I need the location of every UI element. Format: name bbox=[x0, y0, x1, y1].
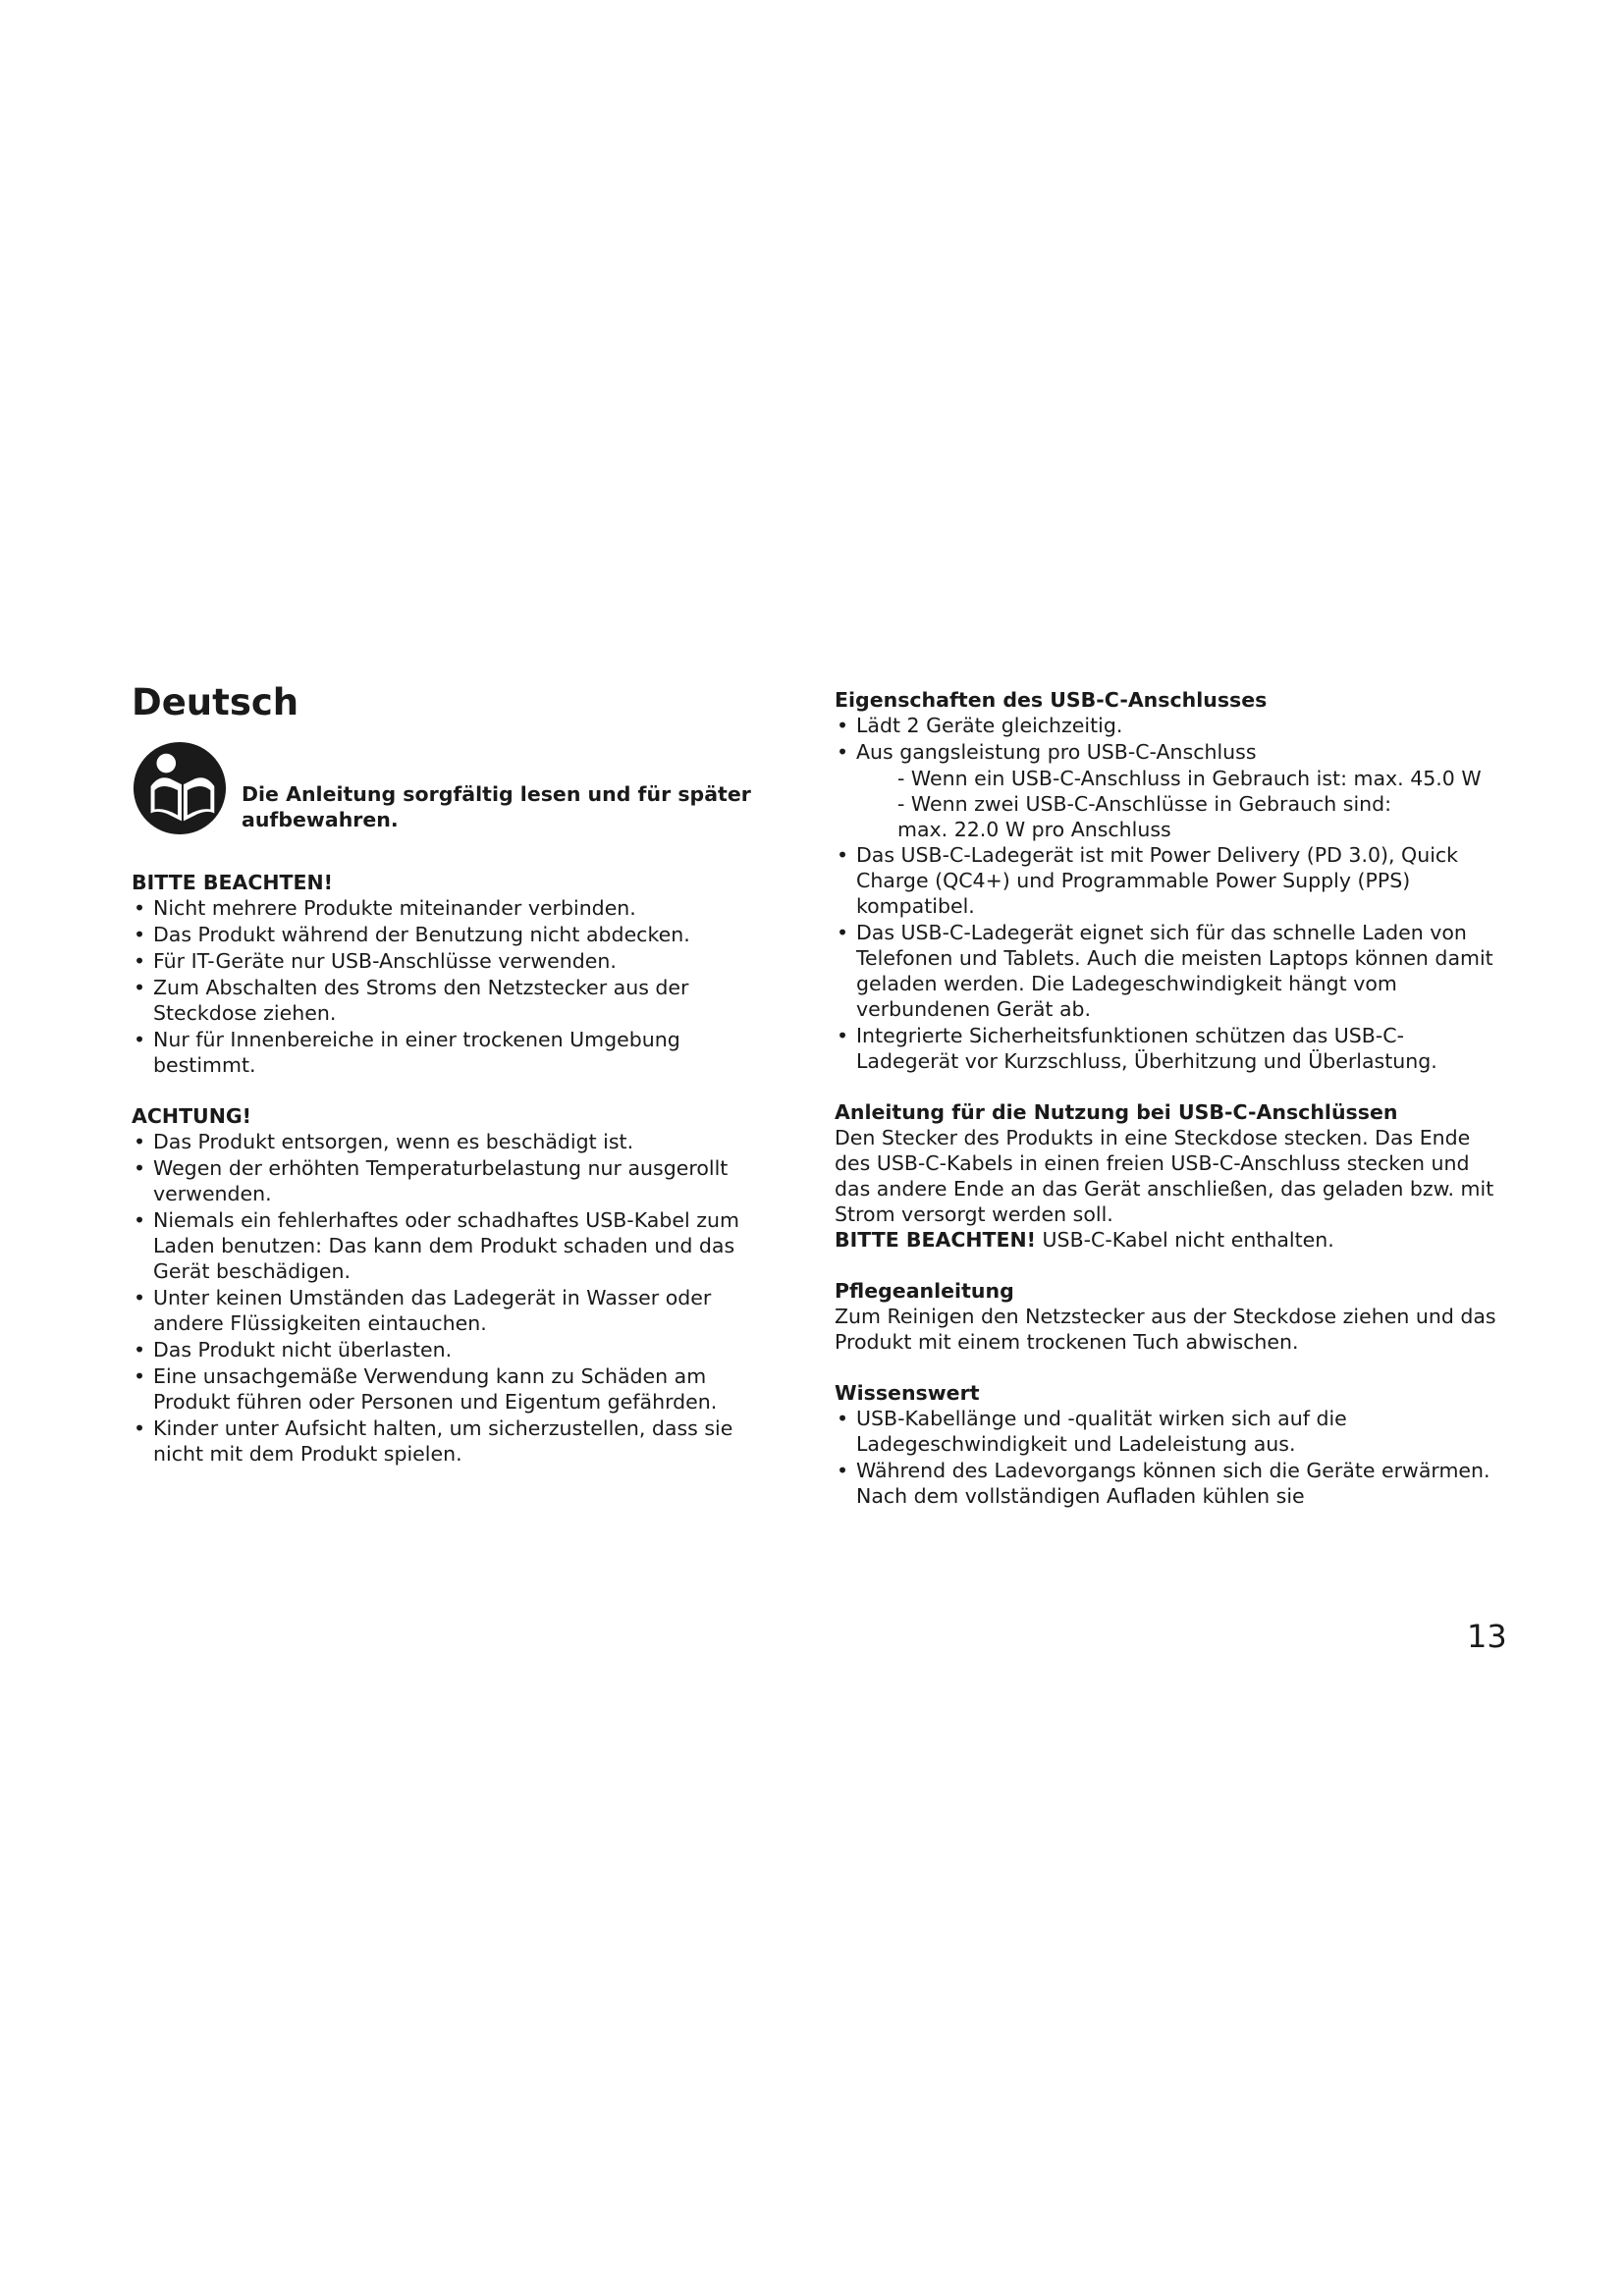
intro-block bbox=[132, 740, 760, 836]
notice-heading: BITTE BEACHTEN! bbox=[132, 871, 334, 895]
list-item: • Kinder unter Aufsicht halten, um sicherzustellen, dass sie nicht mit dem Produkt spielen. bbox=[132, 1415, 760, 1467]
list-item: • Nur für Innenbereiche in einer trockenen Umgebung bestimmt. bbox=[132, 1027, 760, 1078]
list-item: • Das Produkt nicht überlasten. bbox=[132, 1337, 760, 1362]
list-item: • Das Produkt während der Benutzung nicht abdecken. bbox=[132, 922, 760, 947]
care-section bbox=[835, 1278, 1502, 1355]
list-item: • Eine unsachgemäße Verwendung kann zu Schäden am Produkt führen oder Personen und Eigentum gefährden. bbox=[132, 1363, 760, 1415]
list-subitem: - Wenn zwei USB-C-Anschlüsse in Gebrauch sind: bbox=[897, 792, 1392, 816]
usage-text: Den Stecker des Produkts in eine Steckdose stecken. Das Ende des USB-C-Kabels in einen freien USB-C-Anschluss stecken und das andere Ende an das Gerät anschließen, das geladen bzw. mit Strom versorgt werden soll. bbox=[835, 1126, 1494, 1226]
right-column bbox=[835, 687, 1502, 1534]
list-item: • USB-Kabellänge und -qualität wirken sich auf die Ladegeschwindigkeit und Ladeleistung aus. bbox=[835, 1406, 1502, 1457]
list-item: • Das USB-C-Ladegerät ist mit Power Delivery (PD 3.0), Quick Charge (QC4+) und Programmable Power Supply (PPS) kompatibel. bbox=[835, 842, 1502, 919]
read-manual-icon bbox=[132, 740, 228, 836]
usage-note-label: BITTE BEACHTEN! bbox=[835, 1228, 1037, 1252]
list-item: • Unter keinen Umständen das Ladegerät in Wasser oder andere Flüssigkeiten eintauchen. bbox=[132, 1285, 760, 1336]
language-heading: Deutsch bbox=[132, 681, 299, 723]
list-item: • Das USB-C-Ladegerät eignet sich für das schnelle Laden von Telefonen und Tablets. Auch die meisten Laptops können damit geladen werden. Die Ladegeschwindigkeit hängt vom verbundenen Gerät ab. bbox=[835, 920, 1502, 1022]
left-column bbox=[132, 681, 760, 1492]
usage-note bbox=[835, 1227, 1502, 1253]
features-section bbox=[835, 687, 1502, 1074]
usage-note-text: USB-C-Kabel nicht enthalten. bbox=[1036, 1228, 1334, 1252]
caution-heading: ACHTUNG! bbox=[132, 1104, 252, 1129]
features-list bbox=[835, 713, 1502, 1074]
notice-list bbox=[132, 895, 760, 1078]
list-item: • Aus gangsleistung pro USB-C-Anschluss bbox=[835, 739, 1502, 765]
list-item: • Integrierte Sicherheitsfunktionen schützen das USB-C-Ladegerät vor Kurzschluss, Überhitzung und Überlastung. bbox=[835, 1023, 1502, 1074]
list-subitem: - Wenn ein USB-C-Anschluss in Gebrauch ist: max. 45.0 W bbox=[897, 767, 1482, 790]
info-section bbox=[835, 1380, 1502, 1509]
intro-text: Die Anleitung sorgfältig lesen und für später aufbewahren. bbox=[242, 782, 751, 832]
list-item: • Das Produkt entsorgen, wenn es beschädigt ist. bbox=[132, 1129, 760, 1154]
list-item: • Nicht mehrere Produkte miteinander verbinden. bbox=[132, 895, 760, 921]
list-item: • Für IT-Geräte nur USB-Anschlüsse verwenden. bbox=[132, 948, 760, 974]
info-heading: Wissenswert bbox=[835, 1381, 980, 1405]
list-item: • Lädt 2 Geräte gleichzeitig. bbox=[835, 713, 1502, 738]
notice-section bbox=[132, 870, 760, 1078]
list-item: • Während des Ladevorgangs können sich die Geräte erwärmen. Nach dem vollständigen Aufladen kühlen sie bbox=[835, 1458, 1502, 1509]
info-list bbox=[835, 1406, 1502, 1509]
page-number: 13 bbox=[1467, 1618, 1507, 1655]
list-item: • Zum Abschalten des Stroms den Netzstecker aus der Steckdose ziehen. bbox=[132, 975, 760, 1026]
usage-section bbox=[835, 1099, 1502, 1253]
features-heading: Eigenschaften des USB-C-Anschlusses bbox=[835, 688, 1268, 712]
usage-heading: Anleitung für die Nutzung bei USB-C-Anschlüssen bbox=[835, 1100, 1398, 1124]
caution-section bbox=[132, 1103, 760, 1467]
care-heading: Pflegeanleitung bbox=[835, 1279, 1014, 1303]
caution-list bbox=[132, 1129, 760, 1467]
list-subitem: max. 22.0 W pro Anschluss bbox=[897, 818, 1171, 841]
list-item: • Wegen der erhöhten Temperaturbelastung nur ausgerollt verwenden. bbox=[132, 1155, 760, 1206]
list-item: • Niemals ein fehlerhaftes oder schadhaftes USB-Kabel zum Laden benutzen: Das kann dem Produkt schaden und das Gerät beschädigen. bbox=[132, 1207, 760, 1284]
care-text: Zum Reinigen den Netzstecker aus der Steckdose ziehen und das Produkt mit einem trockenen Tuch abwischen. bbox=[835, 1305, 1496, 1354]
